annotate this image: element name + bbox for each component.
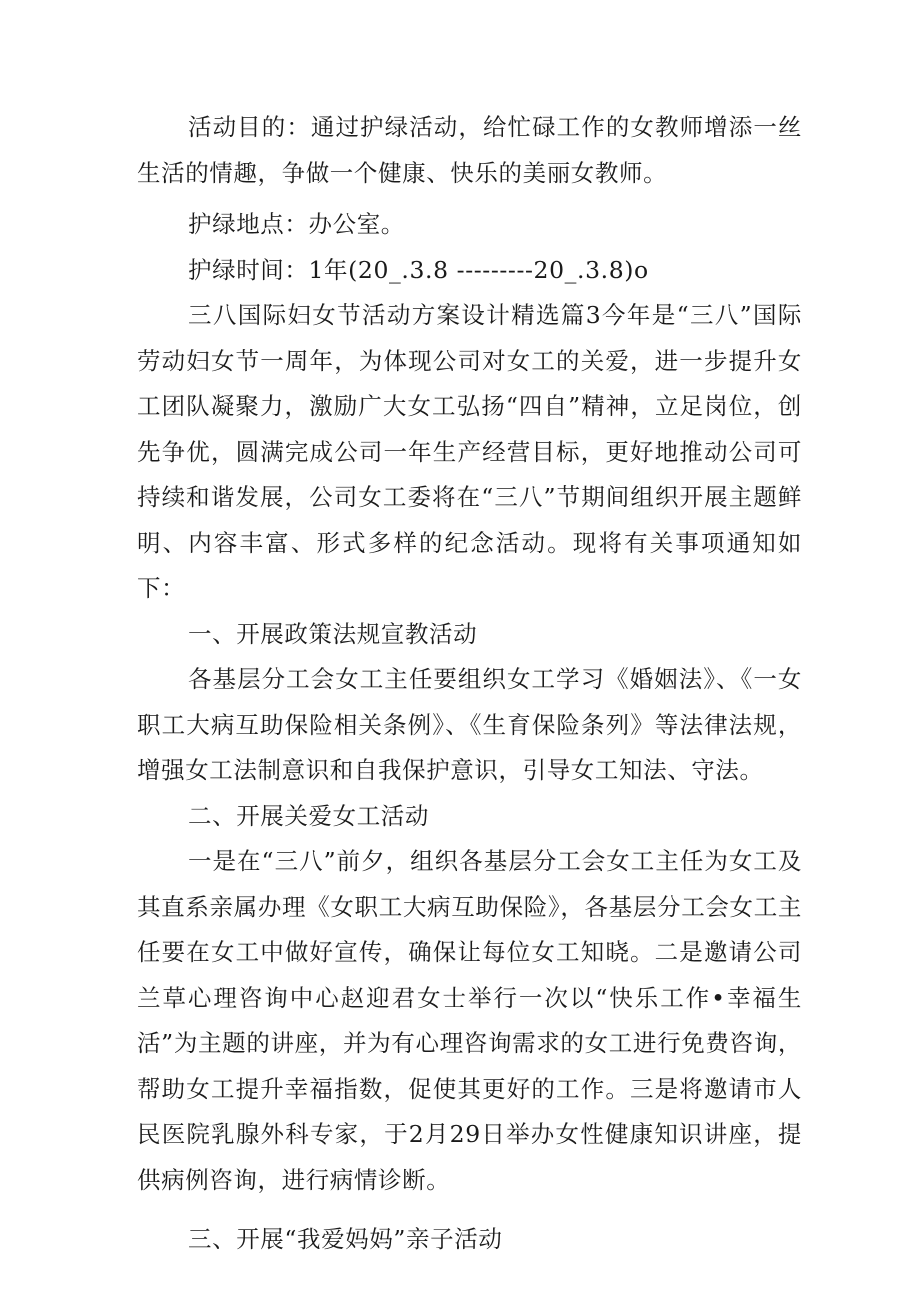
section-heading-1: 一、开展政策法规宣教活动 [188,619,478,648]
paragraph-location: 护绿地点：办公室。 [188,210,405,238]
section-heading-2: 二、开展关爱女工活动 [188,801,429,830]
paragraph-activity-purpose: 活动目的：通过护绿活动，给忙碌工作的女教师增添一丝生活的情趣，争做一个健康、快乐的美丽女教师。 [137,113,802,187]
section-heading-3: 三、开展“我爱妈妈”亲子活动 [188,1225,503,1253]
paragraph-section-1: 各基层分工会女工主任要组织女工学习《婚姻法》、《一女职工大病互助保险相关条例》、《生育保险条列》等法律法规，增强女工法制意识和自我保护意识，引导女工知法、守法。 [137,665,802,784]
paragraph-intro: 三八国际妇女节活动方案设计精选篇3今年是“三八”国际劳动妇女节一周年，为体现公司对女工的关爱，进一步提升女工团队凝聚力，激励广大女工弘扬“四自”精神，立足岗位，创先争优，圆满完成公司一年生产经营目标，更好地推动公司可持续和谐发展，公司女工委将在“三八”节期间组织开展主题鲜明、内容丰富、形式多样的纪念活动。现将有关事项通知如下： [137,301,802,602]
paragraph-time: 护绿时间：1年(20_.3.8 ---------20_.3.8)o [188,255,649,284]
document-body [137,105,802,1263]
paragraph-section-2: 一是在“三八”前夕，组织各基层分工会女工主任为女工及其直系亲属办理《女职工大病互助保险》，各基层分工会女工主任要在女工中做好宣传，确保让每位女工知晓。二是邀请公司兰草心理咨询中心赵迎君女士举行一次以“快乐工作•幸福生活”为主题的讲座，并为有心理咨询需求的女工进行免费咨询，帮助女工提升幸福指数，促使其更好的工作。三是将邀请市人民医院乳腺外科专家，于2月29日举办女性健康知识讲座，提供病例咨询，进行病情诊断。 [137,847,802,1194]
